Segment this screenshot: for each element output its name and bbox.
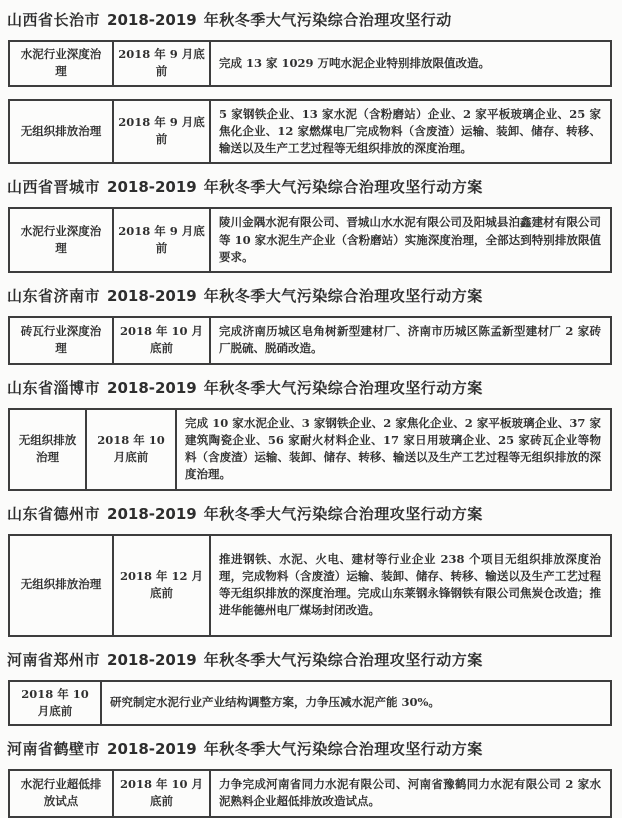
title-suffix: 年秋冬季大气污染综合治理攻坚行动方案 <box>203 287 483 305</box>
measure-table-row <box>8 680 612 727</box>
section-jincheng <box>7 176 613 273</box>
measure-name-cell: 无组织排放治理 <box>20 123 102 138</box>
measure-name-cell: 无组织排放治理 <box>18 432 77 464</box>
deadline-cell: 2018 年 9 月底前 <box>112 209 209 271</box>
city-name: 河南省鹤壁市 <box>7 740 101 758</box>
measure-table-row <box>8 534 612 637</box>
measure-name-cell: 无组织排放治理 <box>20 577 102 592</box>
title-suffix: 年秋冬季大气污染综合治理攻坚行动方案 <box>203 740 483 758</box>
city-name: 山西省晋城市 <box>7 178 101 197</box>
period-range: 2018-2019 <box>107 178 197 197</box>
title-suffix: 年秋冬季大气污染综合治理攻坚行动方案 <box>203 504 483 523</box>
task-detail-cell: 完成济南历城区皂角树新型建材厂、济南市历城区陈孟新型建材厂 2 家砖厂脱硫、脱硝改造。 <box>209 318 610 363</box>
section-title-zibo <box>7 377 613 398</box>
section-title-hebi <box>7 738 613 759</box>
deadline-cell: 2018 年 12 月底前 <box>112 536 209 635</box>
section-title-zhengzhou <box>7 649 613 670</box>
period-range: 2018-2019 <box>107 650 197 669</box>
measure-name-cell: 砖瓦行业深度治理 <box>20 324 102 356</box>
measure-table-row <box>8 316 612 365</box>
city-name: 山西省长治市 <box>7 11 101 29</box>
measure-name-cell: 水泥行业深度治理 <box>20 223 102 256</box>
section-zhengzhou <box>7 649 613 727</box>
section-dezhou <box>7 503 613 637</box>
section-hebi <box>7 738 613 818</box>
section-jinan <box>7 285 613 365</box>
section-title-changzhi <box>7 9 613 30</box>
task-detail-cell: 5 家钢铁企业、13 家水泥（含粉磨站）企业、2 家平板玻璃企业、25 家焦化企业、12 家燃煤电厂完成物料（含废渣）运输、装卸、储存、转移、输送以及生产工艺过程等无组织排放的深度治理。 <box>209 101 610 163</box>
measure-table-row <box>8 99 612 165</box>
period-range: 2018-2019 <box>107 504 197 523</box>
deadline-cell: 2018 年 10 月底前 <box>112 318 209 363</box>
deadline-cell: 2018 年 10 月底前 <box>112 771 209 816</box>
deadline-cell: 2018 年 9 月底前 <box>112 42 209 85</box>
title-suffix: 年秋冬季大气污染综合治理攻坚行动 <box>203 11 452 29</box>
section-title-dezhou <box>7 503 613 524</box>
title-suffix: 年秋冬季大气污染综合治理攻坚行动方案 <box>203 178 483 197</box>
city-name: 山东省德州市 <box>7 504 101 523</box>
measure-table-row <box>8 207 612 273</box>
city-name: 山东省济南市 <box>7 287 101 305</box>
deadline-cell: 2018 年 10 月底前 <box>85 410 175 489</box>
period-range: 2018-2019 <box>107 740 197 758</box>
measure-table-row <box>8 408 612 491</box>
period-range: 2018-2019 <box>107 11 197 29</box>
task-detail-cell: 完成 10 家水泥企业、3 家钢铁企业、2 家焦化企业、2 家平板玻璃企业、37 家建筑陶瓷企业、56 家耐火材料企业、17 家日用玻璃企业、25 家砖瓦企业等物料（含废渣）运输、装卸、储存、转移、输送以及生产工艺过程等无组织排放的深度治理。 <box>175 410 610 489</box>
measure-name-cell: 水泥行业深度治理 <box>20 47 102 79</box>
title-suffix: 年秋冬季大气污染综合治理攻坚行动方案 <box>203 650 483 669</box>
city-name: 河南省郑州市 <box>7 650 101 669</box>
period-range: 2018-2019 <box>107 287 197 305</box>
deadline-cell: 2018 年 9 月底前 <box>112 101 209 163</box>
task-detail-cell: 陵川金隅水泥有限公司、晋城山水水泥有限公司及阳城县泊鑫建材有限公司等 10 家水泥生产企业（含粉磨站）实施深度治理，全部达到特别排放限值要求。 <box>209 209 610 271</box>
section-changzhi <box>7 9 613 164</box>
task-detail-cell: 力争完成河南省同力水泥有限公司、河南省豫鹤同力水泥有限公司 2 家水泥熟料企业超低排放改造试点。 <box>209 771 610 816</box>
task-detail-cell: 推进钢铁、水泥、火电、建材等行业企业 238 个项目无组织排放深度治理，完成物料（含废渣）运输、装卸、储存、转移、输送以及生产工艺过程等无组织排放的深度治理。完成山东莱钢永锋钢铁有限公司焦炭仓改造；推进华能德州电厂煤场封闭改造。 <box>209 536 610 635</box>
deadline-cell: 2018 年 10 月底前 <box>21 686 89 718</box>
task-detail-cell: 研究制定水泥行业产业结构调整方案，力争压减水泥产能 30%。 <box>100 682 610 725</box>
title-suffix: 年秋冬季大气污染综合治理攻坚行动方案 <box>203 378 483 397</box>
section-zibo <box>7 377 613 491</box>
period-range: 2018-2019 <box>107 378 197 397</box>
measure-name-cell: 水泥行业超低排放试点 <box>20 777 102 809</box>
measure-table-row <box>8 769 612 818</box>
section-title-jincheng <box>7 176 613 197</box>
section-title-jinan <box>7 285 613 306</box>
measure-table-row <box>8 40 612 87</box>
city-name: 山东省淄博市 <box>7 378 101 397</box>
task-detail-cell: 完成 13 家 1029 万吨水泥企业特别排放限值改造。 <box>209 42 610 85</box>
